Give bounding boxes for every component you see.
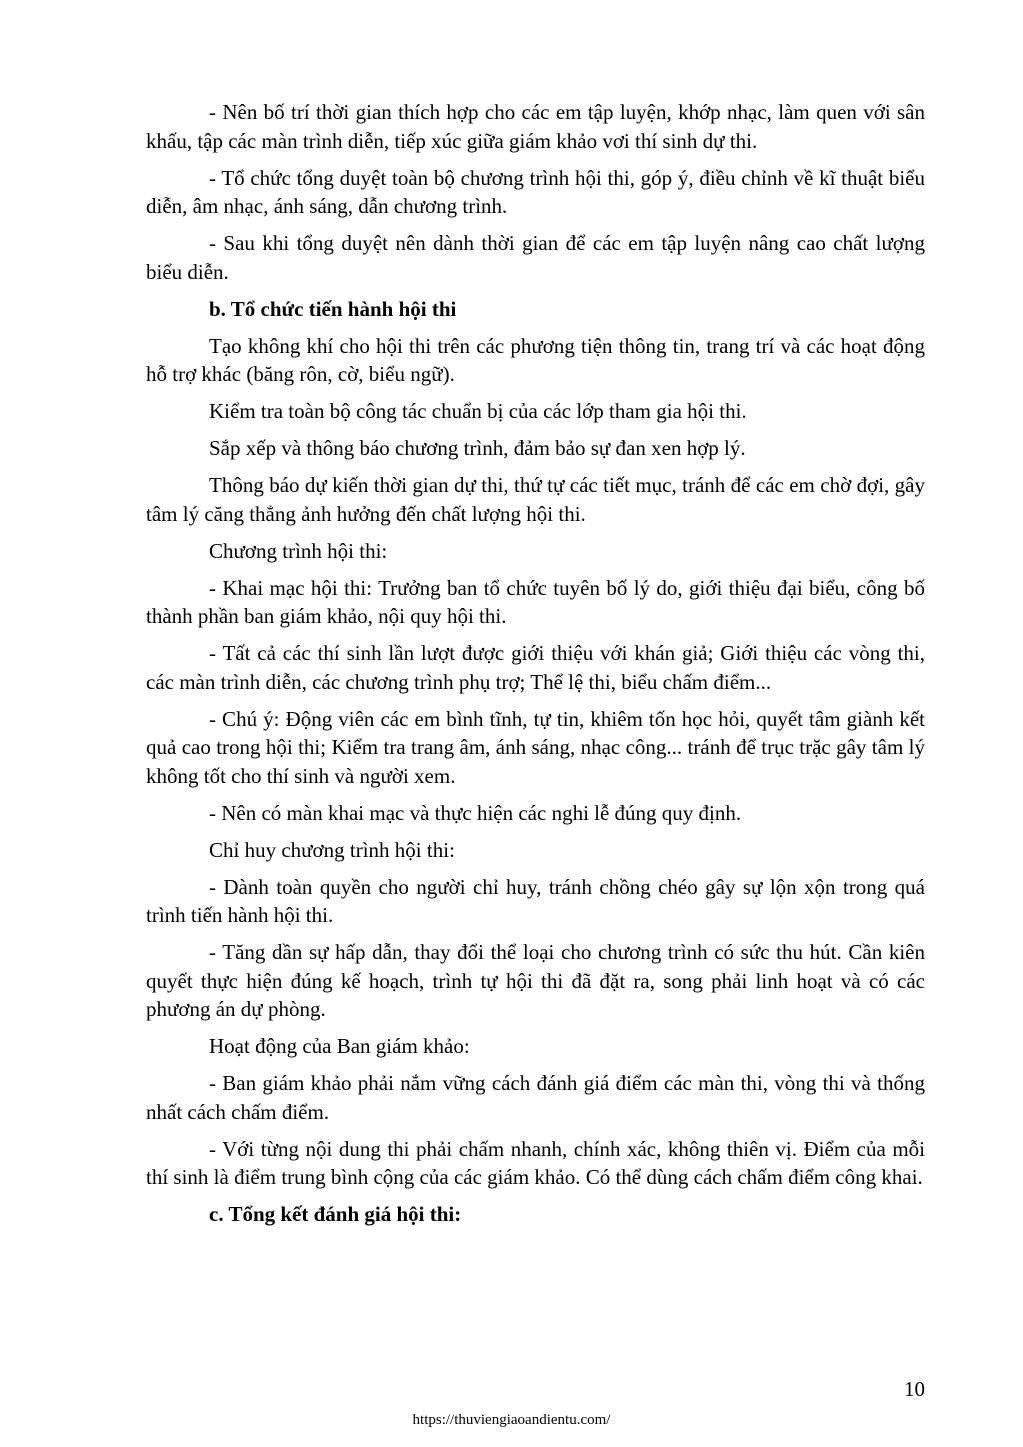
paragraph: - Chú ý: Động viên các em bình tĩnh, tự tin, khiêm tốn học hỏi, quyết tâm giành kết quả cao trong hội thi; Kiểm tra trang âm, ánh sáng, nhạc công... tránh để trục trặc gây tâm lý không tốt cho thí sinh và người xem.: [146, 706, 925, 788]
paragraph: Kiểm tra toàn bộ công tác chuẩn bị của các lớp tham gia hội thi.: [209, 399, 747, 423]
paragraph: - Với từng nội dung thi phải chấm nhanh, chính xác, không thiên vị. Điểm của mỗi thí sinh là điểm trung bình cộng của các giám khảo. Có thể dùng cách chấm điểm công khai.: [146, 1136, 925, 1189]
paragraph: - Nên bố trí thời gian thích hợp cho các em tập luyện, khớp nhạc, làm quen với sân khấu, tập các màn trình diễn, tiếp xúc giữa giám khảo vơi thí sinh dự thi.: [146, 100, 925, 153]
paragraph: - Sau khi tổng duyệt nên dành thời gian để các em tập luyện nâng cao chất lượng biểu diễn.: [146, 231, 925, 284]
paragraph: - Tăng dần sự hấp dẫn, thay đổi thể loại cho chương trình có sức thu hút. Cần kiên quyết thực hiện đúng kế hoạch, trình tự hội thi đã đặt ra, song phải linh hoạt và có các phương án dự phòng.: [146, 940, 925, 1021]
paragraph: - Nên có màn khai mạc và thực hiện các nghi lễ đúng quy định.: [209, 800, 742, 825]
paragraph: Chỉ huy chương trình hội thi:: [209, 837, 455, 862]
paragraph: - Tất cả các thí sinh lần lượt được giới thiệu với khán giả; Giới thiệu các vòng thi, các màn trình diễn, các chương trình phụ trợ; Thể lệ thi, biểu chấm điểm...: [146, 641, 925, 694]
page-number: 10: [904, 1377, 925, 1401]
section-heading-b: b. Tổ chức tiến hành hội thi: [209, 296, 457, 321]
section-heading-c: c. Tổng kết đánh giá hội thi:: [209, 1202, 462, 1226]
paragraph: Sắp xếp và thông báo chương trình, đảm bảo sự đan xen hợp lý.: [209, 436, 746, 460]
paragraph: - Dành toàn quyền cho người chỉ huy, tránh chồng chéo gây sự lộn xộn trong quá trình tiến hành hội thi.: [146, 874, 925, 927]
paragraph: Thông báo dự kiến thời gian dự thi, thứ tự các tiết mục, tránh để các em chờ đợi, gây tâm lý căng thẳng ảnh hưởng đến chất lượng hội thi.: [146, 473, 925, 526]
document-body: [146, 98, 925, 1237]
paragraph: Tạo không khí cho hội thi trên các phương tiện thông tin, trang trí và các hoạt động hỗ trợ khác (băng rôn, cờ, biểu ngữ).: [146, 333, 925, 386]
paragraph: - Tổ chức tổng duyệt toàn bộ chương trình hội thi, góp ý, điều chỉnh về kĩ thuật biểu diễn, âm nhạc, ánh sáng, dẫn chương trình.: [146, 165, 925, 218]
paragraph: - Ban giám khảo phải nắm vững cách đánh giá điểm các màn thi, vòng thi và thống nhất cách chấm điểm.: [146, 1071, 925, 1124]
footer-url[interactable]: https://thuviengiaoandientu.com/: [412, 1412, 611, 1428]
paragraph: - Khai mạc hội thi: Trưởng ban tổ chức tuyên bố lý do, giới thiệu đại biểu, công bố thành phần ban giám khảo, nội quy hội thi.: [146, 575, 925, 628]
paragraph: Chương trình hội thi:: [209, 538, 388, 563]
paragraph: Hoạt động của Ban giám khảo:: [209, 1034, 470, 1058]
